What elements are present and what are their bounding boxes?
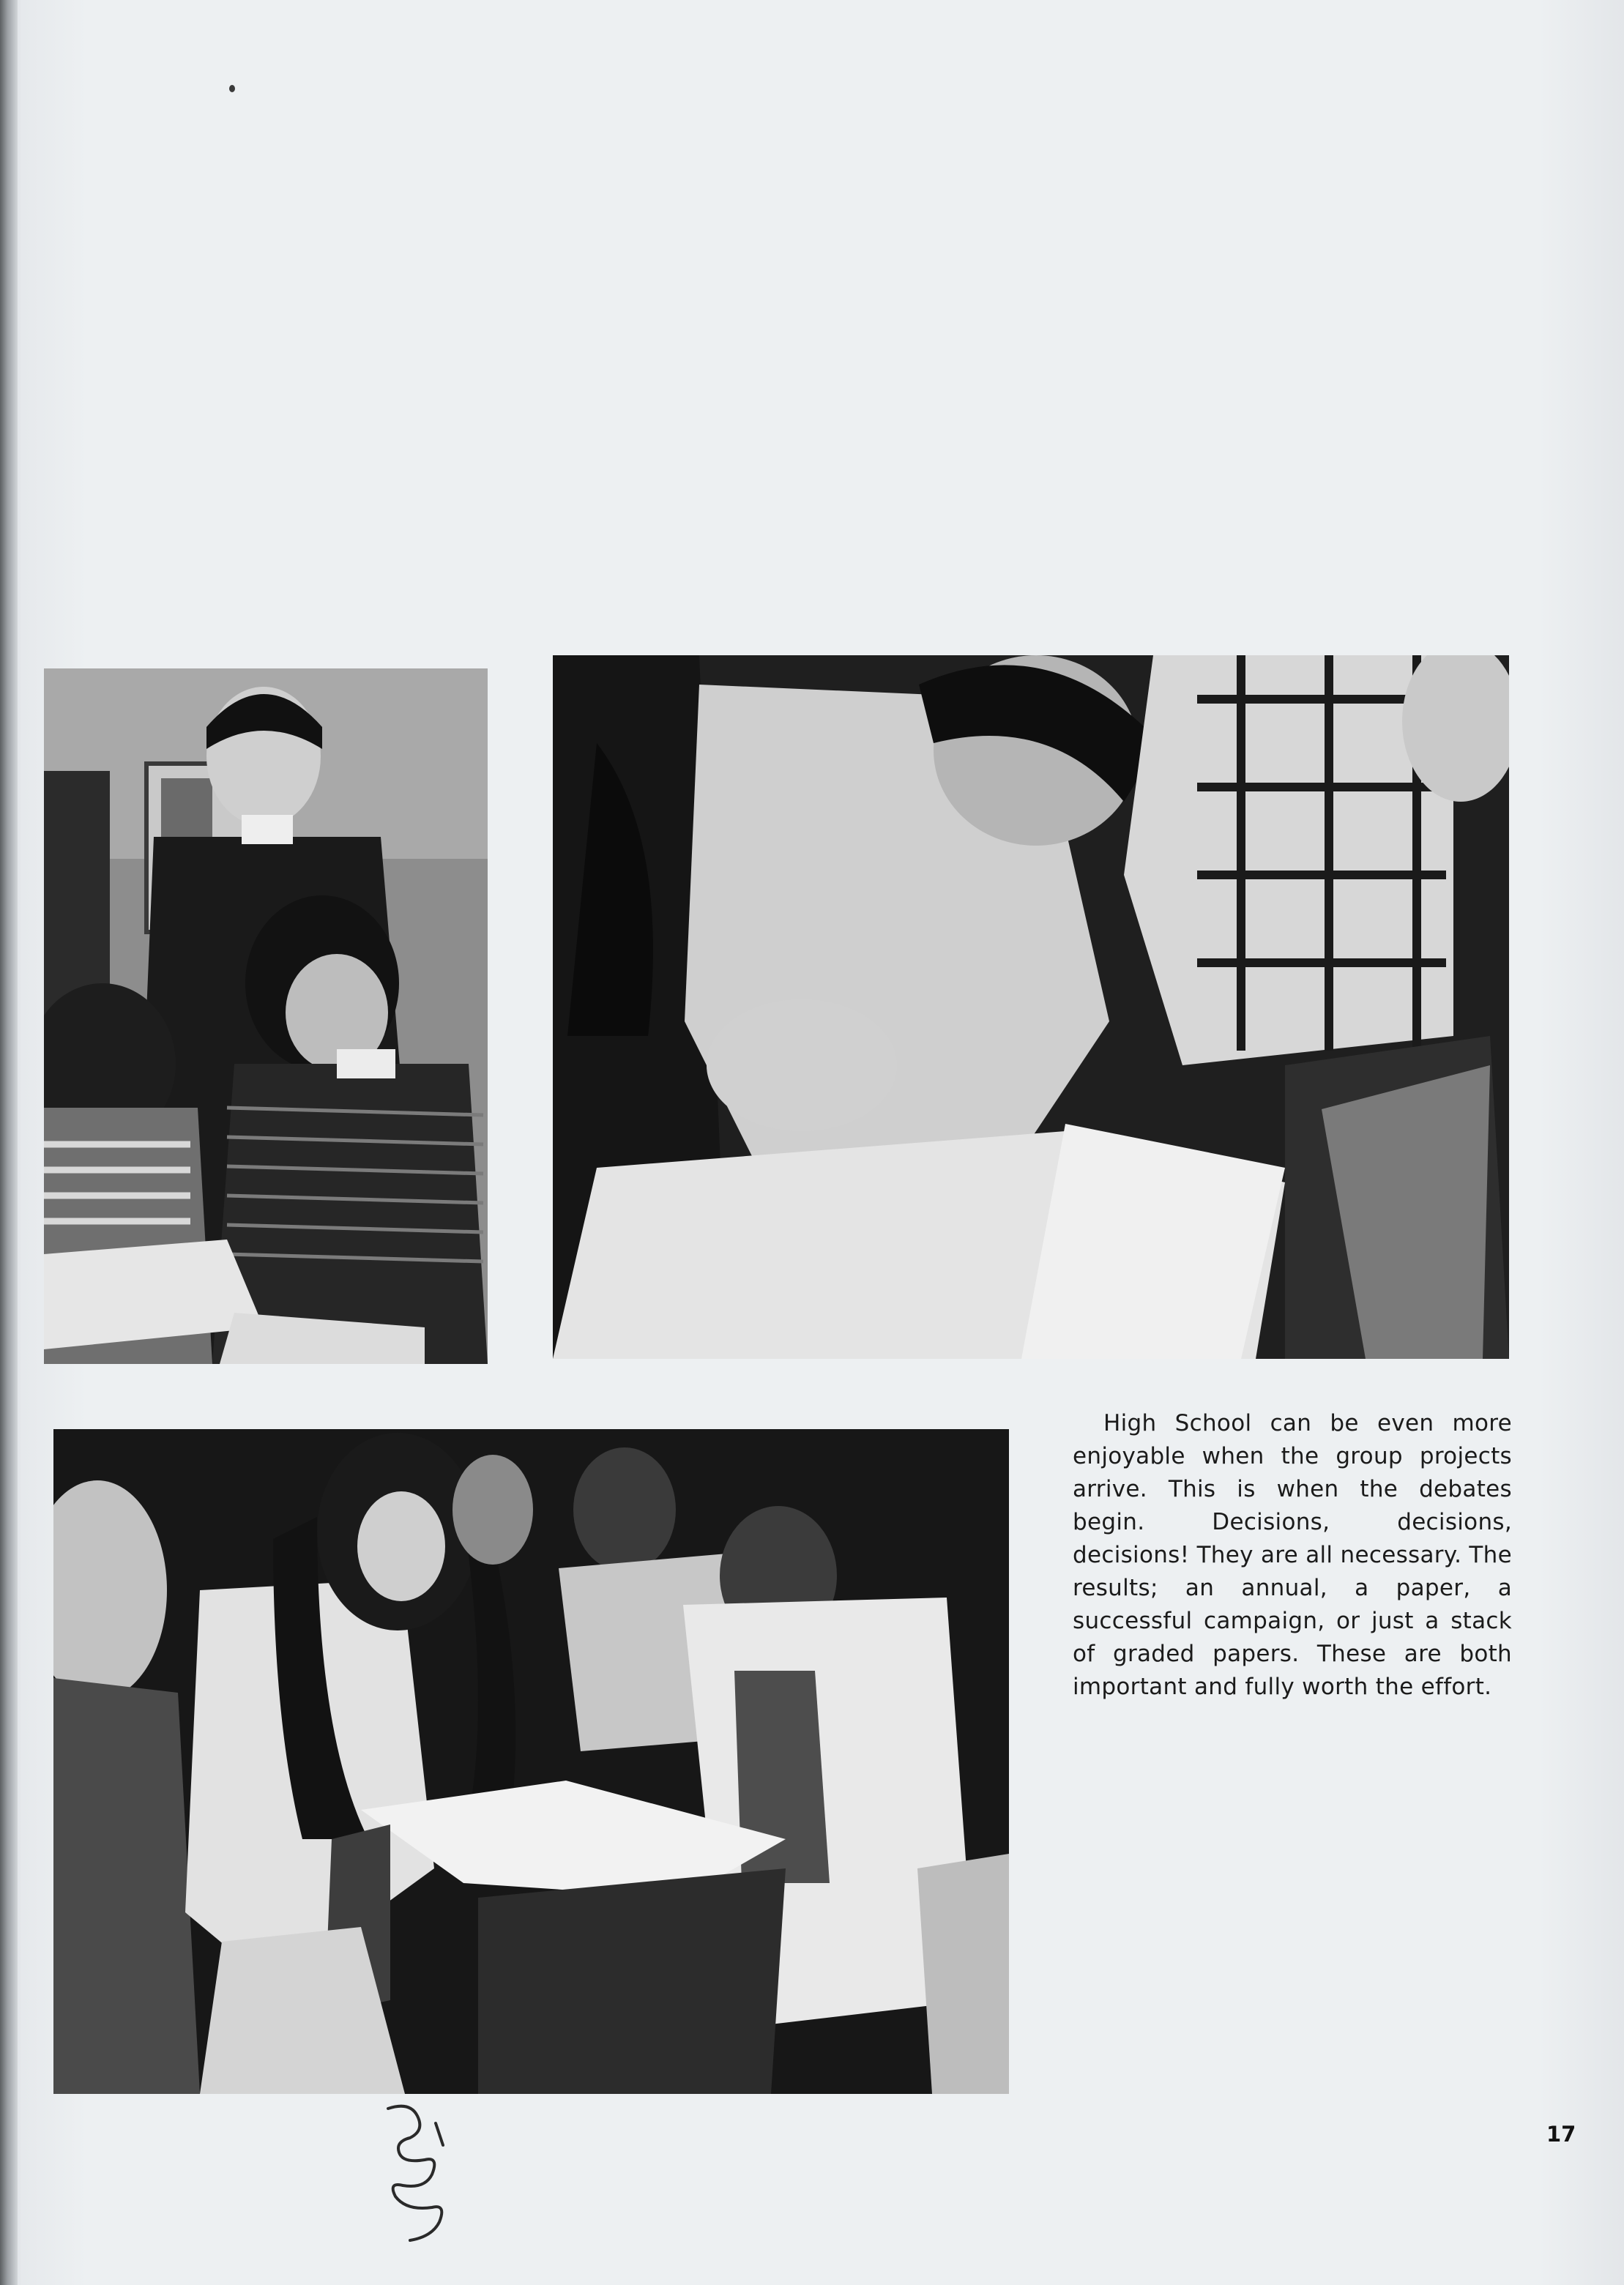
caption-text: High School can be even more enjoyable when the group projects arrive. This is when the debates begin. Decisions, decisions, decisions! They are all necessary. The results; an annual, a paper, a successful campaign, or just a stack of graded papers. These are both important and fully worth the effort. (1073, 1410, 1512, 1700)
photo-group-reading (53, 1429, 1009, 2094)
ink-speck (229, 85, 235, 92)
page-number: 17 (1546, 2122, 1576, 2147)
photo-students-leaning (553, 655, 1509, 1359)
binding-shadow (0, 0, 18, 2285)
photo-classroom-students (44, 668, 488, 1364)
handwritten-signature (366, 2101, 469, 2248)
